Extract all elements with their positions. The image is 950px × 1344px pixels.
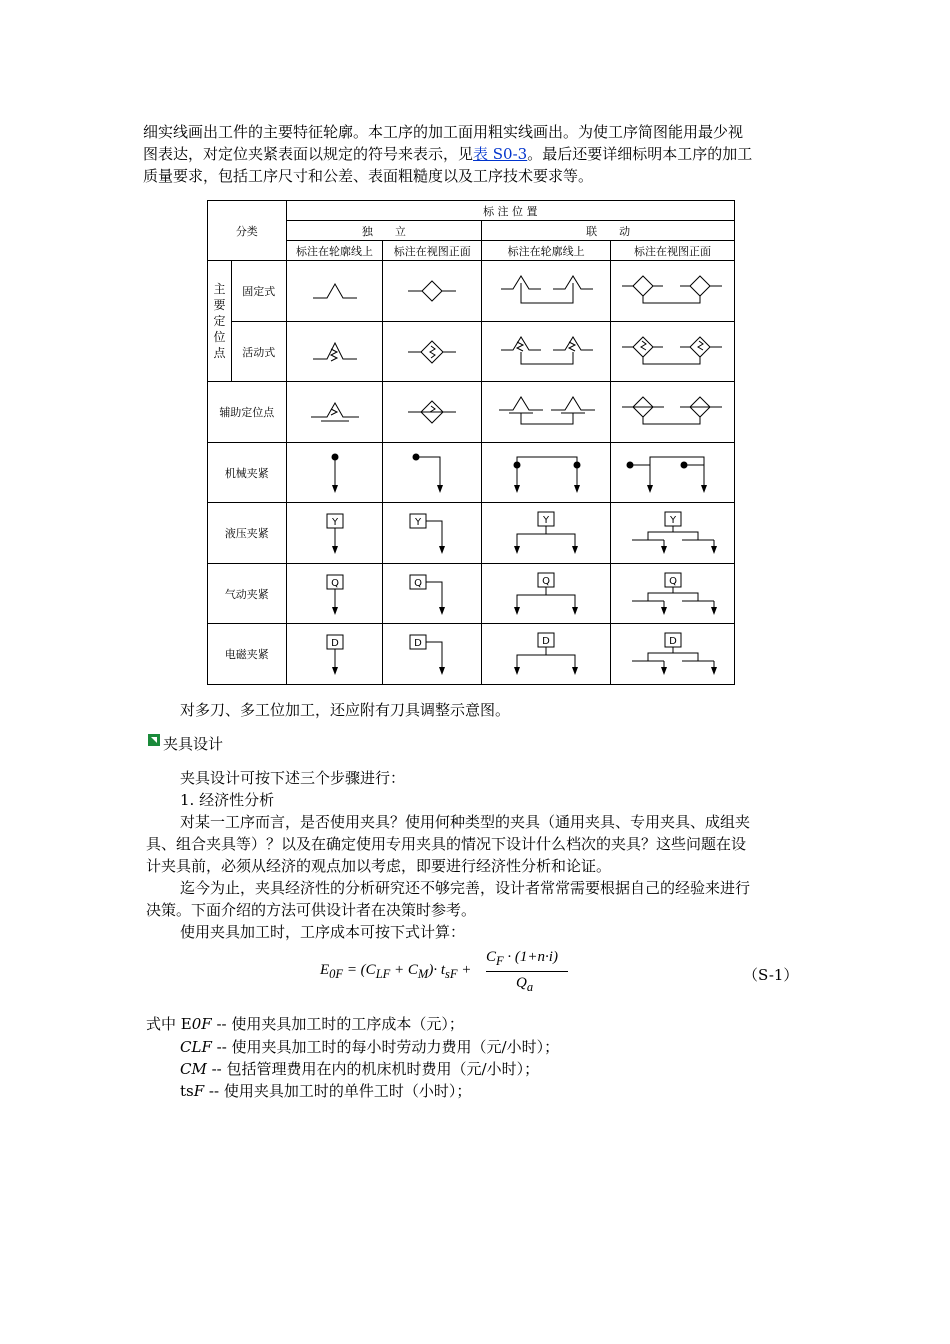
hyd-face-symbol — [383, 503, 482, 564]
svg-text:D: D — [668, 636, 677, 648]
fixed-contour-symbol — [286, 261, 383, 322]
aux-contour-symbol — [286, 382, 383, 443]
svg-text:Y: Y — [331, 517, 338, 529]
movable-contour-symbol — [286, 321, 383, 382]
svg-text:Q: Q — [414, 577, 423, 589]
hyd-linked-contour-symbol — [482, 503, 611, 564]
def-e0f: 式中 E0F -- 使用夹具加工时的工序成本（元）； — [146, 1015, 464, 1033]
intro-line-1: 细实线画出工件的主要特征轮廓。本工序的加工面用粗实线画出。为使工序简图能用最少视 — [143, 123, 744, 141]
body-p2: 1. 经济性分析 — [180, 791, 275, 809]
body-p1: 夹具设计可按下述三个步骤进行： — [180, 769, 406, 787]
def-cm: CM -- 包括管理费用在内的机床机时费用（元/小时）； — [180, 1060, 540, 1078]
header-sub-1: 标注在轮廓线上 — [286, 241, 383, 261]
em-linked-face-symbol — [611, 624, 735, 685]
header-sub-3: 标注在轮廓线上 — [482, 241, 611, 261]
body-p3b: 具、组合夹具等）？以及在确定使用专用夹具的情况下设计什么档次的夹具？这些问题在设 — [146, 835, 747, 853]
aux-linked-contour-symbol — [482, 382, 611, 443]
section-bullet-icon — [147, 733, 161, 747]
em-linked-contour-symbol — [482, 624, 611, 685]
aux-linked-face-symbol — [611, 382, 735, 443]
mech-linked-face-symbol — [611, 442, 735, 503]
header-independent: 独 立 — [286, 221, 482, 241]
pneu-face-symbol — [383, 563, 482, 624]
pneu-linked-face-symbol — [611, 563, 735, 624]
movable-face-symbol — [383, 321, 482, 382]
mech-contour-symbol — [286, 442, 383, 503]
svg-text:D: D — [414, 638, 423, 650]
fixed-linked-contour-symbol — [482, 261, 611, 322]
movable-linked-contour-symbol — [482, 321, 611, 382]
hyd-contour-symbol — [286, 503, 383, 564]
def-tsf: tsF -- 使用夹具加工时的单件工时（小时）； — [180, 1082, 472, 1100]
main-locating-group: 主 要 定 位 点 — [208, 261, 232, 382]
table-s0-3-link[interactable]: 表 S0-3 — [473, 145, 528, 163]
header-sub-2: 标注在视图正面 — [383, 241, 482, 261]
em-face-symbol — [383, 624, 482, 685]
svg-text:D: D — [330, 638, 339, 650]
row-label-movable: 活动式 — [231, 321, 286, 382]
row-label-auxiliary: 辅助定位点 — [208, 382, 287, 443]
formula-label: （S-1） — [743, 966, 799, 984]
body-p4a: 迄今为止，夹具经济性的分析研究还不够完善，设计者常常需要根据自己的经验来进行 — [180, 879, 751, 897]
svg-text:Y: Y — [669, 515, 676, 527]
header-sub-4: 标注在视图正面 — [611, 241, 735, 261]
intro-line-2a: 图表达，对定位夹紧表面以规定的符号来表示，见 — [143, 145, 474, 163]
pneu-linked-contour-symbol — [482, 563, 611, 624]
header-position: 标 注 位 置 — [286, 201, 734, 221]
row-label-pneumatic: 气动夹紧 — [208, 563, 287, 624]
row-label-hydraulic: 液压夹紧 — [208, 503, 287, 564]
mech-face-symbol — [383, 442, 482, 503]
intro-line-3: 质量要求，包括工序尺寸和公差、表面粗糙度以及工序技术要求等。 — [143, 167, 594, 185]
svg-text:Q: Q — [668, 575, 677, 587]
def-clf: CLF -- 使用夹具加工时的每小时劳动力费用（元/小时）； — [180, 1038, 560, 1056]
svg-text:Q: Q — [330, 577, 339, 589]
intro-line-2 — [143, 143, 752, 165]
row-label-electromagnetic: 电磁夹紧 — [208, 624, 287, 685]
mech-linked-contour-symbol — [482, 442, 611, 503]
movable-linked-face-symbol — [611, 321, 735, 382]
row-label-mechanical: 机械夹紧 — [208, 442, 287, 503]
em-contour-symbol — [286, 624, 383, 685]
after-table-text: 对多刀、多工位加工，还应附有刀具调整示意图。 — [180, 701, 511, 719]
svg-text:Q: Q — [542, 575, 551, 587]
hyd-linked-face-symbol — [611, 503, 735, 564]
body-p4b: 决策。下面介绍的方法可供设计者在决策时参考。 — [146, 901, 477, 919]
pneu-contour-symbol — [286, 563, 383, 624]
body-p5: 使用夹具加工时，工序成本可按下式计算： — [180, 923, 466, 941]
intro-line-2b: 。最后还要详细标明本工序的加工 — [527, 145, 753, 163]
symbol-table — [207, 200, 735, 685]
aux-face-symbol — [383, 382, 482, 443]
body-p3c: 计夹具前，必须从经济的观点加以考虑，即要进行经济性分析和论证。 — [146, 857, 612, 875]
svg-text:D: D — [542, 636, 550, 648]
fixed-face-symbol — [383, 261, 482, 322]
fixed-linked-face-symbol — [611, 261, 735, 322]
svg-text:Y: Y — [415, 517, 422, 529]
svg-text:Y: Y — [543, 515, 550, 527]
section-title: 夹具设计 — [163, 735, 224, 753]
body-p3a: 对某一工序而言，是否使用夹具？使用何种类型的夹具（通用夹具、专用夹具、成组夹 — [180, 813, 751, 831]
row-label-fixed: 固定式 — [231, 261, 286, 322]
header-linked: 联 动 — [482, 221, 735, 241]
header-category: 分类 — [208, 201, 287, 261]
